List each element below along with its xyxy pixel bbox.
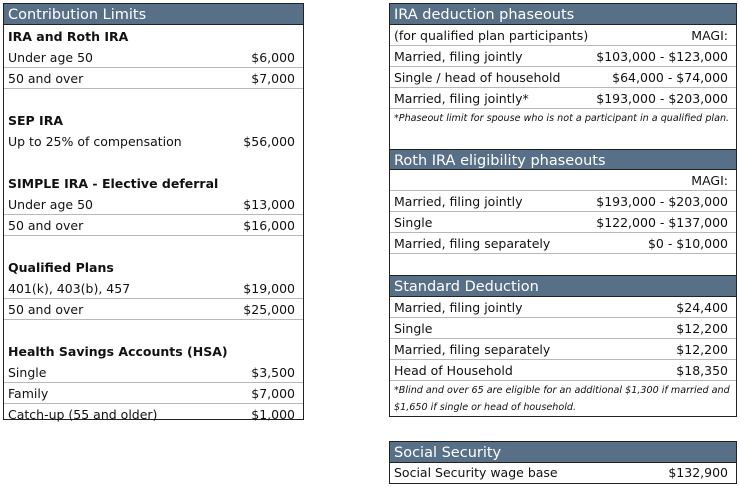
row-label: 50 and over <box>8 71 84 86</box>
ira-roth-heading: IRA and Roth IRA <box>8 29 129 44</box>
table-row <box>390 233 736 254</box>
row-value: $7,000 <box>251 71 295 86</box>
row-value: $1,000 <box>251 407 295 422</box>
row-value: $3,500 <box>251 365 295 380</box>
row-value: $12,200 <box>676 321 728 336</box>
row-label: Married, filing jointly <box>394 194 523 209</box>
table-row <box>4 131 303 152</box>
row-label: Single <box>394 215 433 230</box>
row-label: Married, filing jointly* <box>394 91 529 106</box>
row-value: $103,000 - $123,000 <box>596 49 728 64</box>
spacer <box>390 254 736 276</box>
table-row <box>4 194 303 215</box>
simple-ira-heading: SIMPLE IRA - Elective deferral <box>8 176 219 191</box>
row-label: Married, filing jointly <box>394 49 523 64</box>
table-row <box>4 383 303 404</box>
standard-deduction-footnote: *Blind and over 65 are eligible for an additional $1,300 if married and $1,650 if single or head of household. <box>394 385 730 413</box>
row-value: $24,400 <box>676 300 728 315</box>
table-row <box>4 404 303 425</box>
table-row <box>390 212 736 233</box>
standard-deduction-title: Standard Deduction <box>390 276 736 297</box>
table-row <box>4 278 303 299</box>
table-row <box>390 191 736 212</box>
row-label: 50 and over <box>8 302 84 317</box>
row-value: $12,200 <box>676 342 728 357</box>
row-label: Married, filing jointly <box>394 300 523 315</box>
row-value: $25,000 <box>243 302 295 317</box>
magi-label: MAGI: <box>691 28 728 43</box>
table-row <box>390 88 736 109</box>
spacer <box>4 89 303 111</box>
ira-phaseouts-subtitle: (for qualified plan participants) <box>394 28 589 43</box>
table-row <box>390 339 736 360</box>
social-security-title: Social Security <box>390 442 736 463</box>
contribution-limits-title: Contribution Limits <box>4 4 303 25</box>
row-value: $193,000 - $203,000 <box>596 194 728 209</box>
table-row <box>4 362 303 383</box>
table-row <box>390 67 736 88</box>
row-value: $6,000 <box>251 50 295 65</box>
row-value: $132,900 <box>668 465 728 480</box>
row-label: Married, filing separately <box>394 342 551 357</box>
row-label: Married, filing separately <box>394 236 551 251</box>
table-row <box>390 170 736 191</box>
row-value: $18,350 <box>676 363 728 378</box>
row-label: Catch-up (55 and older) <box>8 407 158 422</box>
row-value: $19,000 <box>243 281 295 296</box>
row-value: $13,000 <box>243 197 295 212</box>
row-label: Single / head of household <box>394 70 561 85</box>
table-row <box>4 47 303 68</box>
table-row <box>390 463 736 483</box>
row-value: $122,000 - $137,000 <box>596 215 728 230</box>
social-security-panel <box>389 441 737 484</box>
magi-label: MAGI: <box>691 173 728 188</box>
table-row <box>390 297 736 318</box>
table-row <box>390 318 736 339</box>
row-label: Head of Household <box>394 363 513 378</box>
table-row <box>4 215 303 236</box>
table-row <box>4 68 303 89</box>
row-label: Family <box>8 386 49 401</box>
table-row <box>4 299 303 320</box>
row-label: Under age 50 <box>8 197 93 212</box>
qualified-plans-heading: Qualified Plans <box>8 260 114 275</box>
ira-deduction-phaseouts-title: IRA deduction phaseouts <box>390 4 736 25</box>
row-value: $193,000 - $203,000 <box>596 91 728 106</box>
tax-phaseouts-panel <box>389 3 737 417</box>
table-row <box>390 46 736 67</box>
contribution-limits-panel <box>3 3 304 420</box>
row-label: Single <box>394 321 433 336</box>
row-label: 50 and over <box>8 218 84 233</box>
sep-ira-heading: SEP IRA <box>8 113 64 128</box>
row-value: $64,000 - $74,000 <box>612 70 728 85</box>
row-value: $16,000 <box>243 218 295 233</box>
hsa-heading: Health Savings Accounts (HSA) <box>8 344 228 359</box>
table-row <box>390 360 736 381</box>
row-value: $0 - $10,000 <box>647 236 728 251</box>
row-value: $56,000 <box>243 134 295 149</box>
row-label: Under age 50 <box>8 50 93 65</box>
spacer <box>4 320 303 342</box>
spacer <box>4 152 303 174</box>
spacer <box>4 236 303 258</box>
row-label: Up to 25% of compensation <box>8 134 182 149</box>
row-value: $7,000 <box>251 386 295 401</box>
row-label: 401(k), 403(b), 457 <box>8 281 131 296</box>
roth-eligibility-phaseouts-title: Roth IRA eligibility phaseouts <box>390 149 736 170</box>
ira-phaseouts-footnote: *Phaseout limit for spouse who is not a participant in a qualified plan. <box>394 113 730 124</box>
row-label: Social Security wage base <box>394 465 558 480</box>
table-row <box>390 25 736 46</box>
row-label: Single <box>8 365 47 380</box>
